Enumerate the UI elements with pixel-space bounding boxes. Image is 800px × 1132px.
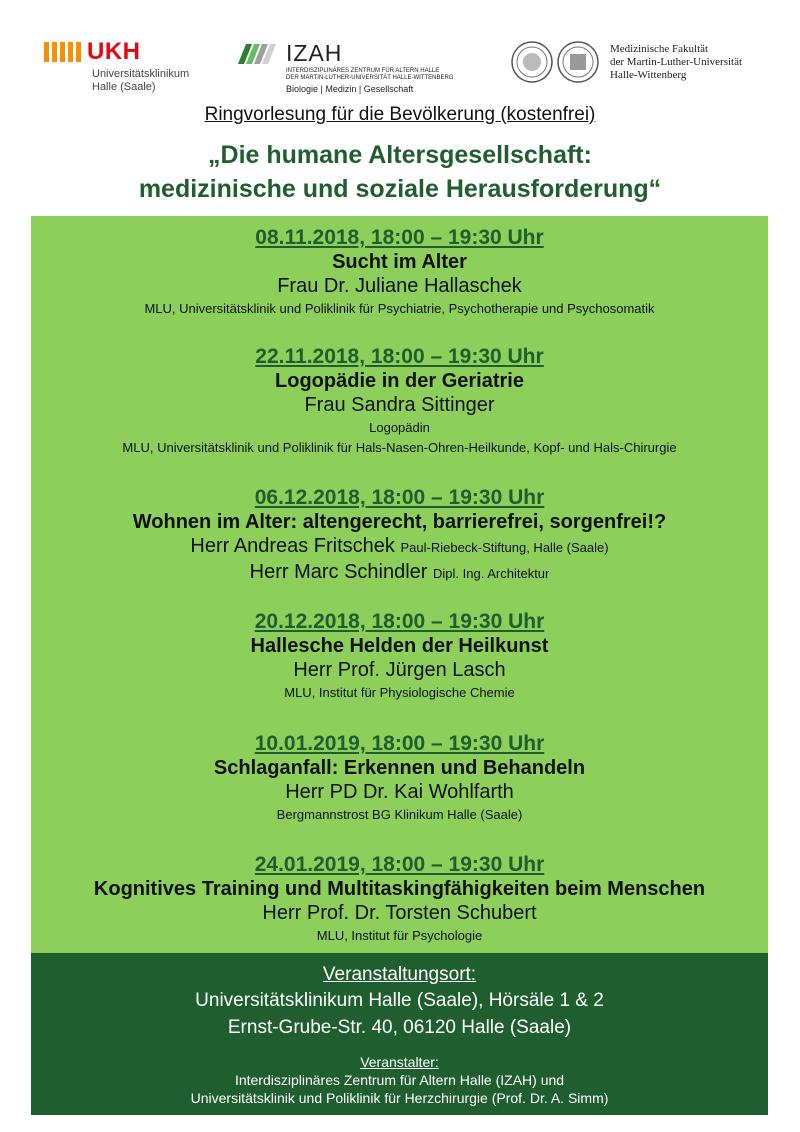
- event-date: 20.12.2018, 18:00 – 19:30 Uhr: [254, 610, 545, 633]
- main-title-line2: medizinische und soziale Herausforderung“: [138, 175, 662, 203]
- speaker-name: Herr Andreas Fritschek: [190, 535, 395, 557]
- speaker-affiliation: Paul-Riebeck-Stiftung, Halle (Saale): [400, 540, 609, 555]
- event-title: Wohnen im Alter: altengerecht, barrierefrei, sorgenfrei!?: [132, 511, 667, 533]
- event-speaker-1: [31, 534, 768, 560]
- event-title: Kognitives Training und Multitaskingfähigkeiten beim Menschen: [93, 878, 706, 900]
- main-title: [0, 138, 800, 206]
- logo-bar: [0, 0, 800, 110]
- event-date: 08.11.2018, 18:00 – 19:30 Uhr: [255, 226, 544, 249]
- event-affiliation: MLU, Universitätsklinik und Poliklinik für Psychiatrie, Psychotherapie und Psychosomatik: [144, 301, 655, 316]
- event-1: [31, 226, 768, 319]
- faculty-line3: Halle-Wittenberg: [610, 68, 687, 81]
- event-2: [31, 345, 768, 458]
- faculty-seal-icon: [556, 40, 600, 84]
- event-date: 24.01.2019, 18:00 – 19:30 Uhr: [254, 853, 545, 876]
- event-3: [31, 486, 768, 586]
- ukh-logo: [44, 38, 189, 94]
- venue-line2: Ernst-Grube-Str. 40, 06120 Halle (Saale): [227, 1017, 572, 1038]
- izah-logo-name: IZAH: [286, 40, 343, 66]
- event-date: 22.11.2018, 18:00 – 19:30 Uhr: [255, 345, 544, 368]
- event-role: Logopädin: [369, 420, 430, 435]
- event-speaker: Frau Sandra Sittinger: [304, 394, 495, 416]
- event-speaker: Herr Prof. Jürgen Lasch: [293, 659, 506, 681]
- main-title-line1: „Die humane Altersgesellschaft:: [208, 141, 592, 169]
- event-affiliation: MLU, Universitätsklinik und Poliklinik für Hals-Nasen-Ohren-Heilkunde, Kopf- und Hals-Chirurgie: [122, 440, 677, 455]
- venue-line1: Universitätsklinikum Halle (Saale), Hörsäle 1 & 2: [195, 990, 604, 1011]
- venue-label: Veranstaltungsort:: [322, 964, 477, 985]
- university-seal-icon: [510, 40, 554, 84]
- venue-panel: [31, 953, 768, 1115]
- izah-logo: [238, 40, 453, 94]
- ukh-subtitle-line2: Halle (Saale): [92, 81, 156, 93]
- ukh-bars-icon: [44, 42, 81, 62]
- event-affiliation: Bergmannstrost BG Klinikum Halle (Saale): [276, 807, 523, 822]
- izah-subtitle-line3: Biologie | Medizin | Gesellschaft: [286, 84, 414, 94]
- faculty-logo: [510, 40, 742, 84]
- organizer-label: Veranstalter:: [360, 1054, 439, 1070]
- event-4: [31, 610, 768, 703]
- event-affiliation: MLU, Institut für Psychologie: [316, 928, 483, 943]
- event-title: Logopädie in der Geriatrie: [275, 370, 524, 392]
- event-date: 06.12.2018, 18:00 – 19:30 Uhr: [254, 486, 545, 509]
- izah-subtitle-line1: INTERDISZIPLINÄRES ZENTRUM FÜR ALTERN HALLE: [286, 68, 440, 74]
- ukh-logo-name: UKH: [87, 38, 141, 65]
- event-speaker: Frau Dr. Juliane Hallaschek: [277, 275, 522, 297]
- ukh-subtitle-line1: Universitätsklinikum: [92, 68, 190, 80]
- organizer-line1: Interdisziplinäres Zentrum für Altern Halle (IZAH) und: [234, 1072, 565, 1088]
- event-speaker: Herr Prof. Dr. Torsten Schubert: [262, 902, 537, 924]
- faculty-line1: Medizinische Fakultät: [610, 42, 709, 55]
- event-speaker: Herr PD Dr. Kai Wohlfarth: [285, 781, 514, 803]
- organizer-line2: Universitätsklinik und Poliklinik für Herzchirurgie (Prof. Dr. A. Simm): [190, 1090, 609, 1106]
- lecture-series-label: Ringvorlesung für die Bevölkerung (kostenfrei): [204, 104, 596, 125]
- event-date: 10.01.2019, 18:00 – 19:30 Uhr: [254, 732, 545, 755]
- event-title: Schlaganfall: Erkennen und Behandeln: [213, 757, 586, 779]
- event-5: [31, 732, 768, 825]
- event-affiliation: MLU, Institut für Physiologische Chemie: [284, 685, 515, 700]
- event-speaker-2: [31, 560, 768, 586]
- events-panel: [31, 216, 768, 953]
- speaker-affiliation: Dipl. Ing. Architektur: [433, 566, 550, 581]
- speaker-name: Herr Marc Schindler: [249, 561, 428, 583]
- event-6: [31, 853, 768, 946]
- izah-stripes-icon: [238, 44, 280, 64]
- event-title: Sucht im Alter: [332, 251, 467, 273]
- event-title: Hallesche Helden der Heilkunst: [250, 635, 549, 657]
- izah-subtitle-line2: DER MARTIN-LUTHER-UNIVERSITÄT HALLE-WITTENBERG: [286, 75, 454, 81]
- faculty-line2: der Martin-Luther-Universität: [610, 55, 743, 68]
